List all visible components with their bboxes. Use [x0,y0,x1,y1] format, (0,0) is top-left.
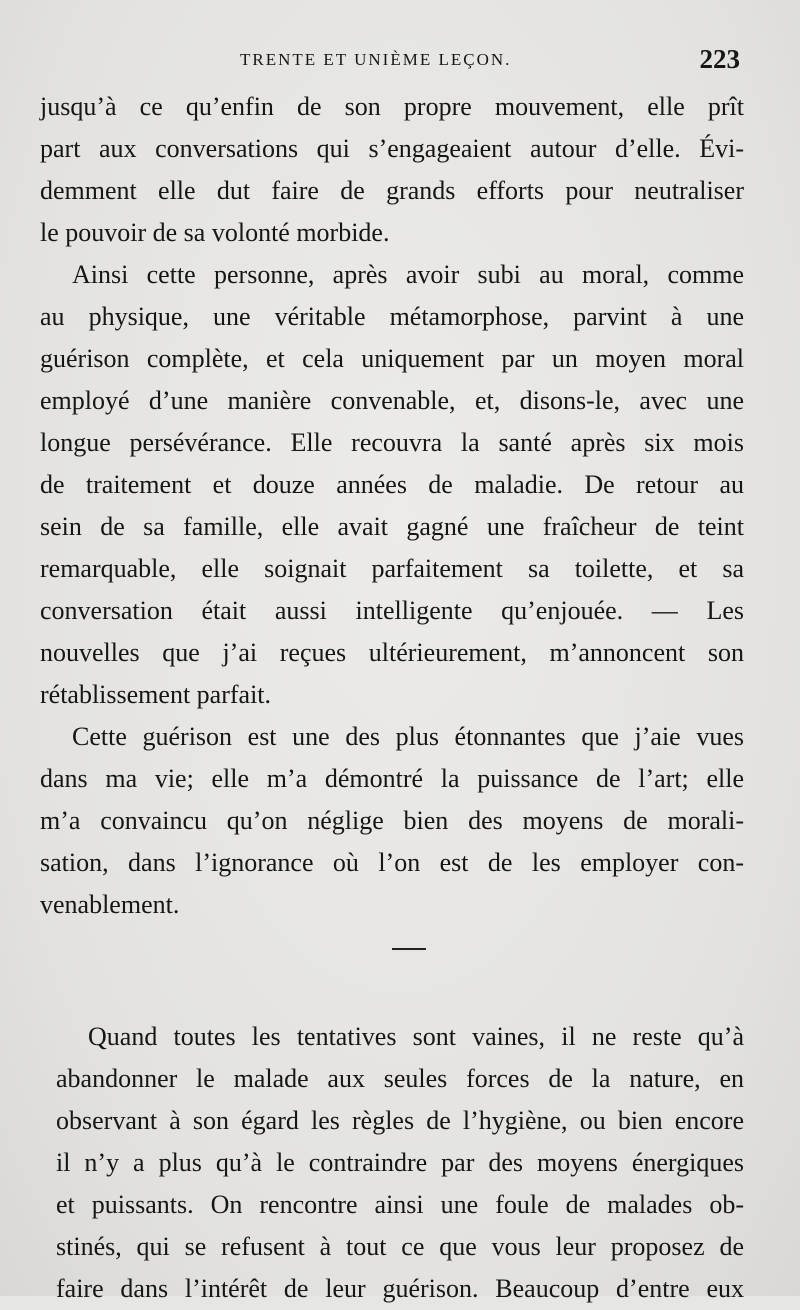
text-line: employé d’une manière convenable, et, disons-le, avec une [40,386,744,415]
text-line: jusqu’à ce qu’enfin de son propre mouvement, elle prît [40,92,744,121]
running-head [40,44,740,84]
text-line: observant à son égard les règles de l’hygiène, ou bien encore [56,1106,744,1135]
text-line: au physique, une véritable métamorphose, parvint à une [40,302,744,331]
text-line: Cette guérison est une des plus étonnantes que j’aie vues [72,722,744,751]
running-title: TRENTE ET UNIÈME LEÇON. [240,50,512,69]
text-line: dans ma vie; elle m’a démontré la puissance de l’art; elle [40,764,744,793]
text-line: Quand toutes les tentatives sont vaines, il ne reste qu’à [88,1022,744,1051]
text-line: conversation était aussi intelligente qu’enjouée. — Les [40,596,744,625]
text-line: longue persévérance. Elle recouvra la santé après six mois [40,428,744,457]
paragraph-2 [40,254,744,716]
text-line: de traitement et douze années de maladie. De retour au [40,470,744,499]
text-line: sein de sa famille, elle avait gagné une fraîcheur de teint [40,512,744,541]
paragraph-4 [56,1016,744,1310]
text-line: nouvelles que j’ai reçues ultérieurement, m’annoncent son [40,638,744,667]
text-line: il n’y a plus qu’à le contraindre par des moyens énergiques [56,1148,744,1177]
text-line: remarquable, elle soignait parfaitement sa toilette, et sa [40,554,744,583]
text-line: et puissants. On rencontre ainsi une foule de malades ob- [56,1190,744,1219]
text-line: faire dans l’intérêt de leur guérison. Beaucoup d’entre eux [56,1274,744,1303]
page-number: 223 [699,44,740,74]
text-line: stinés, qui se refusent à tout ce que vous leur proposez de [56,1232,744,1261]
paragraph-1 [40,86,744,254]
divider-rule [392,948,426,950]
text-line: venablement. [40,890,180,919]
text-line: le pouvoir de sa volonté morbide. [40,218,390,247]
text-line: abandonner le malade aux seules forces de la nature, en [56,1064,744,1093]
text-line: sation, dans l’ignorance où l’on est de les employer con- [40,848,744,877]
text-line: guérison complète, et cela uniquement par un moyen moral [40,344,744,373]
text-line: rétablissement parfait. [40,680,272,709]
text-line: demment elle dut faire de grands efforts pour neutraliser [40,176,744,205]
paragraph-3 [40,716,744,926]
text-line: part aux conversations qui s’engageaient autour d’elle. Évi- [40,134,744,163]
text-line: Ainsi cette personne, après avoir subi au moral, comme [72,260,744,289]
text-line: m’a convaincu qu’on néglige bien des moyens de morali- [40,806,744,835]
body-text [40,86,744,1310]
section-divider [40,926,744,1016]
